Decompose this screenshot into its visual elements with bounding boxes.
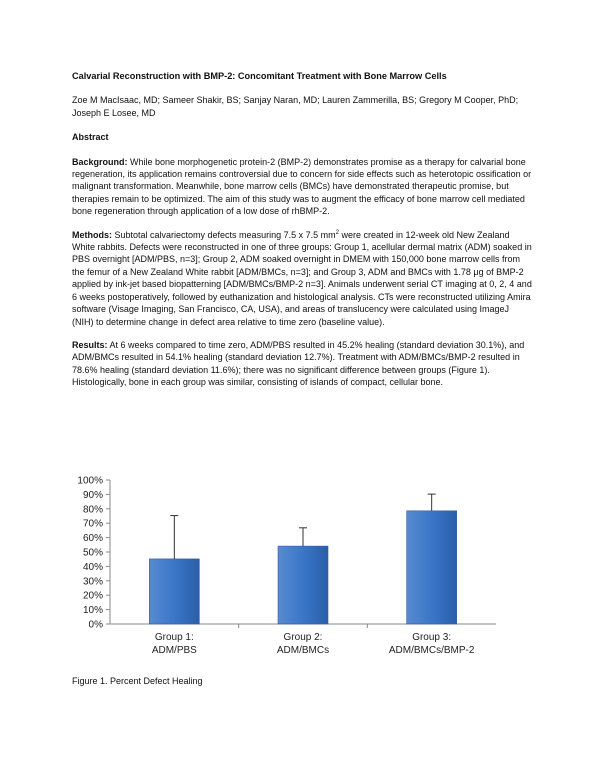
category-label: ADM/BMCs bbox=[276, 645, 330, 656]
methods-text-b: were created in 12-week old New Zealand White rabbits. Defects were reconstructed in one of three groups: Group 1, acellular dermal matrix (ADM) soaked in PBS overnight [ADM/PBS, n=3]; Group 2, ADM soaked overnight in DMEM with 150,000 bone marrow cells from the femur of a New Zealand White rabbit [ADM/BMCs, n=3]; and Group 3, ADM and BMCs with 1.78 μg of BMP-2 applied by ink-jet based biopatterning [ADM/BMCs/BMP-2 n=3]. Animals underwent serial CT imaging at 0, 2, 4 and 6 weeks postoperatively, followed by euthanization and histological analysis. CTs were reconstructed utilizing Amira software (Visage Imaging, San Francisco, CA, USA), and areas of translucency were calculated using ImageJ (NIH) to determine change in defect area relative to time zero (baseline value). bbox=[72, 229, 532, 327]
defect-healing-chart bbox=[60, 474, 520, 674]
results-label: Results: bbox=[72, 339, 108, 350]
methods-superscript: 2 bbox=[335, 229, 339, 236]
y-tick-label: 90% bbox=[82, 489, 103, 501]
bar bbox=[149, 559, 199, 624]
paper-page bbox=[72, 70, 532, 400]
y-tick-label: 50% bbox=[82, 547, 103, 559]
paper-title: Calvarial Reconstruction with BMP-2: Concomitant Treatment with Bone Marrow Cells bbox=[72, 71, 447, 81]
category-label: Group 2: bbox=[283, 632, 323, 643]
y-tick-label: 40% bbox=[82, 561, 103, 573]
y-tick-label: 10% bbox=[82, 605, 103, 617]
abstract-heading: Abstract bbox=[72, 132, 109, 143]
y-tick-label: 60% bbox=[82, 533, 103, 545]
background-label: Background: bbox=[72, 156, 128, 167]
y-tick-label: 100% bbox=[77, 475, 103, 487]
y-tick-label: 0% bbox=[88, 619, 103, 631]
author-list: Zoe M MacIsaac, MD; Sameer Shakir, BS; Sanjay Naran, MD; Lauren Zammerilla, BS; Gregory M Cooper, PhD; Joseph E Losee, MD bbox=[72, 95, 519, 118]
methods-label: Methods: bbox=[72, 229, 112, 240]
bar-chart-svg bbox=[60, 474, 520, 674]
category-label: Group 3: bbox=[412, 632, 452, 643]
category-label: Group 1: bbox=[154, 632, 194, 643]
y-tick-label: 70% bbox=[82, 518, 103, 530]
bar bbox=[278, 546, 328, 624]
bar bbox=[407, 511, 457, 624]
results-section bbox=[72, 339, 532, 389]
figure-caption: Figure 1. Percent Defect Healing bbox=[72, 676, 203, 686]
background-text: While bone morphogenetic protein-2 (BMP-2) demonstrates promise as a therapy for calvarial bone regeneration, its application remains controversial due to concern for side effects such as heterotopic ossification or malignant transformation. Meanwhile, bone marrow cells (BMCs) have demonstrated therapeutic promise, but therapies remain to be optimized. The aim of this study was to augment the efficacy of bone marrow cell mediated bone regeneration through application of a low dose of rhBMP-2. bbox=[72, 156, 532, 217]
methods-section bbox=[72, 229, 532, 328]
methods-text-a: Subtotal calvariectomy defects measuring 7.5 x 7.5 mm bbox=[112, 229, 336, 240]
results-text: At 6 weeks compared to time zero, ADM/PBS resulted in 45.2% healing (standard deviation 30.1%), and ADM/BMCs resulted in 54.1% healing (standard deviation 12.7%). Treatment with ADM/BMCs/BMP-2 resulted in 78.6% healing (standard deviation 11.6%); there was no significant difference between groups (Figure 1). Histologically, bone in each group was similar, consisting of islands of compact, cellular bone. bbox=[72, 339, 525, 388]
y-tick-label: 80% bbox=[82, 504, 103, 516]
category-label: ADM/BMCs/BMP-2 bbox=[388, 645, 475, 656]
category-label: ADM/PBS bbox=[151, 645, 197, 656]
y-tick-label: 30% bbox=[82, 576, 103, 588]
background-section bbox=[72, 156, 532, 218]
y-tick-label: 20% bbox=[82, 590, 103, 602]
